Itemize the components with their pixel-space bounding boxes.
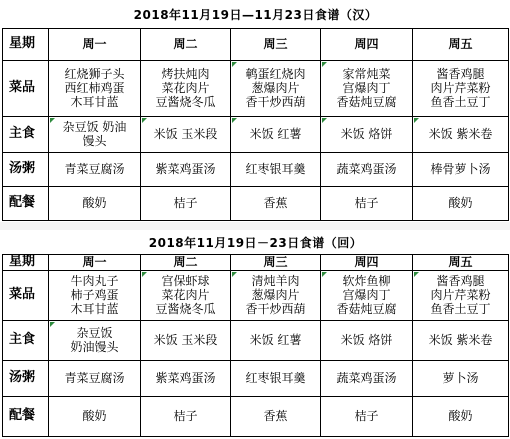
weekday-header-label[interactable]: 星期 [3,28,49,60]
side-cell-tue[interactable]: 桔子 [141,186,231,220]
soup-cell-mon[interactable]: 青菜豆腐汤 [49,360,141,396]
row-label-staple[interactable]: 主食 [3,320,49,360]
day-header-tue[interactable]: 周二 [141,28,231,60]
table-gap [0,222,510,230]
day-header-wed[interactable]: 周三 [231,254,321,270]
soup-cell-tue[interactable]: 紫菜鸡蛋汤 [141,152,231,186]
row-label-soup[interactable]: 汤粥 [3,360,49,396]
dish-cell-wed[interactable]: 鹌蛋红烧肉 葱爆肉片 香干炒西葫 [231,60,321,116]
dish-cell-fri[interactable]: 酱香鸡腿 肉片芹菜粉 鱼香土豆丁 [413,270,509,320]
row-label-side[interactable]: 配餐 [3,396,49,436]
side-cell-fri[interactable]: 酸奶 [413,186,509,220]
soup-cell-thu[interactable]: 蔬菜鸡蛋汤 [321,360,413,396]
day-header-fri[interactable]: 周五 [413,254,509,270]
staple-cell-mon[interactable]: 杂豆饭 奶油馒头 [49,320,141,360]
staple-cell-tue[interactable]: 米饭 玉米段 [141,320,231,360]
dish-cell-thu[interactable]: 家常炖菜 宫爆肉丁 香菇炖豆腐 [321,60,413,116]
dish-cell-fri[interactable]: 酱香鸡腿 肉片芹菜粉 鱼香土豆丁 [413,60,509,116]
row-label-soup[interactable]: 汤粥 [3,152,49,186]
weekday-header-label[interactable]: 星期 [3,254,49,270]
soup-cell-wed[interactable]: 红枣银耳羹 [231,360,321,396]
side-cell-wed[interactable]: 香蕉 [231,396,321,436]
day-header-thu[interactable]: 周四 [321,28,413,60]
side-cell-mon[interactable]: 酸奶 [49,186,141,220]
dish-cell-tue[interactable]: 烤扶炖肉 菜花肉片 豆酱烧冬瓜 [141,60,231,116]
side-cell-fri[interactable]: 酸奶 [413,396,509,436]
row-label-dishes[interactable]: 菜品 [3,60,49,116]
menu-table-han [2,2,509,221]
dish-cell-mon[interactable]: 牛肉丸子 柿子鸡蛋 木耳甘蓝 [49,270,141,320]
table-title: 2018年11月19日—11月23日食谱（汉） [3,2,509,28]
side-cell-tue[interactable]: 桔子 [141,396,231,436]
soup-cell-fri[interactable]: 萝卜汤 [413,360,509,396]
row-label-dishes[interactable]: 菜品 [3,270,49,320]
side-cell-thu[interactable]: 桔子 [321,396,413,436]
dish-cell-wed[interactable]: 清炖羊肉 葱爆肉片 香干炒西葫 [231,270,321,320]
soup-cell-tue[interactable]: 紫菜鸡蛋汤 [141,360,231,396]
soup-cell-fri[interactable]: 棒骨萝卜汤 [413,152,509,186]
row-label-side[interactable]: 配餐 [3,186,49,220]
staple-cell-fri[interactable]: 米饭 紫米卷 [413,320,509,360]
day-header-mon[interactable]: 周一 [49,254,141,270]
staple-cell-tue[interactable]: 米饭 玉米段 [141,116,231,152]
dish-cell-mon[interactable]: 红烧狮子头 西红柿鸡蛋 木耳甘蓝 [49,60,141,116]
staple-cell-mon[interactable]: 杂豆饭 奶油 馒头 [49,116,141,152]
staple-cell-thu[interactable]: 米饭 烙饼 [321,320,413,360]
day-header-thu[interactable]: 周四 [321,254,413,270]
side-cell-wed[interactable]: 香蕉 [231,186,321,220]
side-cell-mon[interactable]: 酸奶 [49,396,141,436]
day-header-fri[interactable]: 周五 [413,28,509,60]
soup-cell-mon[interactable]: 青菜豆腐汤 [49,152,141,186]
staple-cell-wed[interactable]: 米饭 红薯 [231,320,321,360]
dish-cell-thu[interactable]: 软炸鱼柳 宫爆肉丁 香菇炖豆腐 [321,270,413,320]
menu-table-hui [2,232,509,437]
soup-cell-thu[interactable]: 蔬菜鸡蛋汤 [321,152,413,186]
day-header-wed[interactable]: 周三 [231,28,321,60]
table-title: 2018年11月19日－23日食谱（回） [3,232,509,254]
day-header-mon[interactable]: 周一 [49,28,141,60]
staple-cell-wed[interactable]: 米饭 红薯 [231,116,321,152]
soup-cell-wed[interactable]: 红枣银耳羹 [231,152,321,186]
row-label-staple[interactable]: 主食 [3,116,49,152]
staple-cell-fri[interactable]: 米饭 紫米卷 [413,116,509,152]
day-header-tue[interactable]: 周二 [141,254,231,270]
dish-cell-tue[interactable]: 宫保虾球 菜花肉片 豆酱烧冬瓜 [141,270,231,320]
side-cell-thu[interactable]: 桔子 [321,186,413,220]
staple-cell-thu[interactable]: 米饭 烙饼 [321,116,413,152]
